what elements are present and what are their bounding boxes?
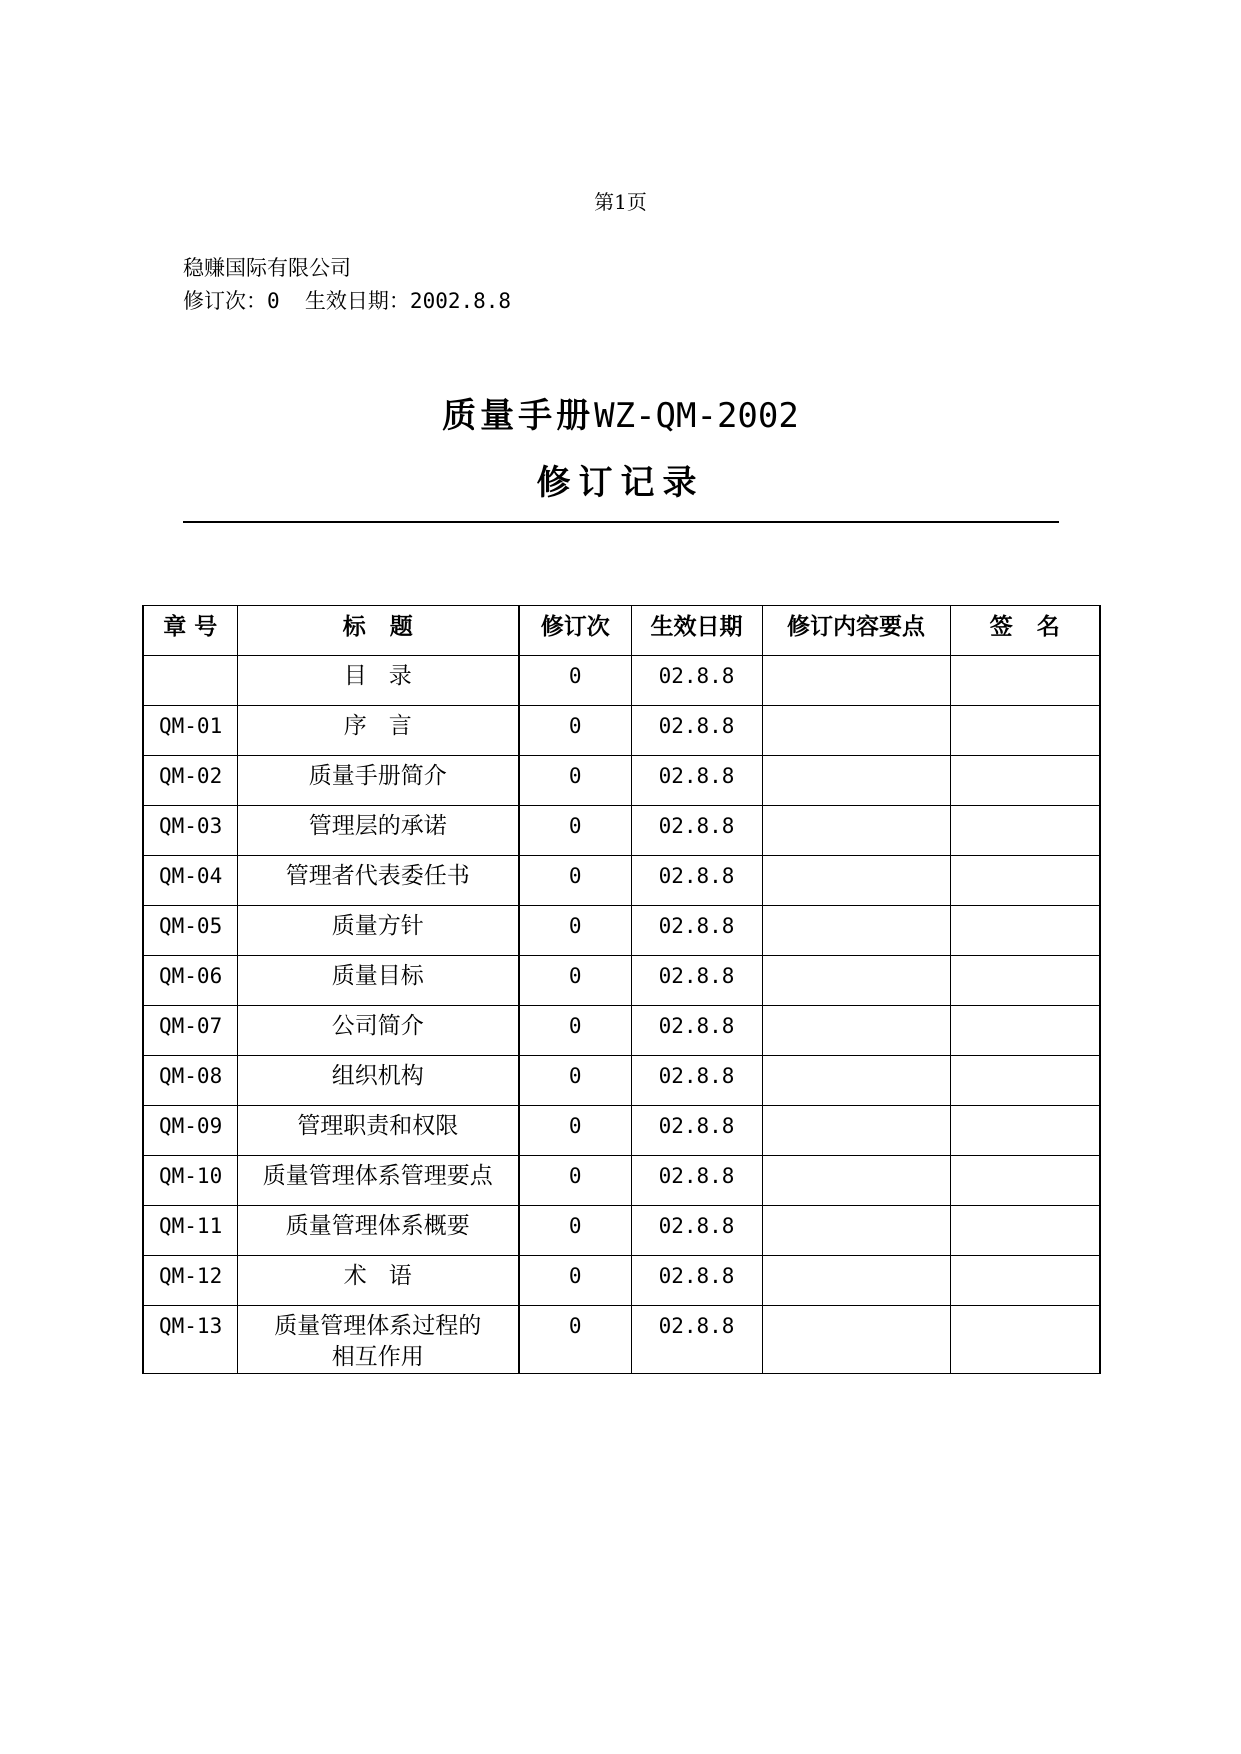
cell-revision-points [762,906,950,956]
cell-revision: 0 [519,1056,631,1106]
cell-revision-points [762,706,950,756]
cell-title [237,756,519,806]
table-row [143,1056,1100,1106]
cell-title [237,656,519,706]
table-row [143,706,1100,756]
cell-revision-points [762,756,950,806]
cell-chapter: QM-02 [143,756,237,806]
cell-revision: 0 [519,956,631,1006]
table-row [143,1206,1100,1256]
table-row [143,1006,1100,1056]
cell-revision-points [762,956,950,1006]
cell-title [237,1106,519,1156]
cell-title [237,856,519,906]
cell-revision: 0 [519,1006,631,1056]
manual-title [0,388,1241,437]
cell-chapter: QM-12 [143,1256,237,1306]
cell-signature [950,1206,1100,1256]
table-row [143,906,1100,956]
cell-effective-date: 02.8.8 [631,1256,762,1306]
cell-chapter: QM-10 [143,1156,237,1206]
cell-revision-points [762,856,950,906]
cell-title-text: 公司简介 [331,1013,424,1039]
cell-revision-points [762,1256,950,1306]
cell-signature [950,706,1100,756]
cell-revision-points [762,1306,950,1374]
cell-title [237,806,519,856]
cell-signature [950,656,1100,706]
cell-revision: 0 [519,756,631,806]
cell-title-text: 质量方针 [331,913,424,939]
table-row [143,806,1100,856]
cell-title [237,1256,519,1306]
table-row [143,756,1100,806]
cell-effective-date: 02.8.8 [631,806,762,856]
cell-title-text: 组织机构 [331,1063,424,1089]
cell-signature [950,756,1100,806]
table-row [143,656,1100,706]
cell-revision: 0 [519,1156,631,1206]
cell-revision: 0 [519,806,631,856]
cell-signature [950,956,1100,1006]
cell-title-text: 管理职责和权限 [297,1113,459,1139]
cell-revision-points [762,806,950,856]
cell-revision: 0 [519,706,631,756]
cell-effective-date: 02.8.8 [631,1006,762,1056]
cell-effective-date: 02.8.8 [631,756,762,806]
cell-chapter: QM-11 [143,1206,237,1256]
cell-effective-date: 02.8.8 [631,956,762,1006]
cell-title-text: 质量管理体系管理要点 [262,1163,493,1189]
cell-signature [950,1256,1100,1306]
cell-revision-points [762,1056,950,1106]
cell-title-text: 质量管理体系过程的 [274,1313,482,1339]
cell-revision-points [762,1206,950,1256]
cell-revision: 0 [519,856,631,906]
table-row [143,1106,1100,1156]
record-title: 修订记录 [536,463,705,503]
cell-effective-date: 02.8.8 [631,906,762,956]
table-row [143,856,1100,906]
table-row [143,1306,1100,1374]
cell-signature [950,1106,1100,1156]
cell-revision: 0 [519,1256,631,1306]
header-revision: 修订次 [519,606,631,656]
cell-chapter: QM-01 [143,706,237,756]
header-revision-points: 修订内容要点 [762,606,950,656]
cell-chapter: QM-06 [143,956,237,1006]
cell-effective-date: 02.8.8 [631,1206,762,1256]
cell-revision: 0 [519,1206,631,1256]
cell-title-text: 管理者代表委任书 [285,863,470,889]
cell-title-text: 目 录 [343,663,412,689]
cell-title [237,1006,519,1056]
page-number: 第1页 [594,190,647,214]
cell-effective-date: 02.8.8 [631,1306,762,1374]
cell-chapter: QM-09 [143,1106,237,1156]
cell-title-text: 管理层的承诺 [308,813,447,839]
cell-title [237,706,519,756]
cell-effective-date: 02.8.8 [631,656,762,706]
cell-title [237,1156,519,1206]
cell-title [237,1306,519,1374]
cell-revision: 0 [519,1306,631,1374]
table-row [143,1156,1100,1206]
cell-revision-points [762,1106,950,1156]
table-row [143,956,1100,1006]
cell-revision: 0 [519,906,631,956]
cell-revision-points [762,1006,950,1056]
cell-effective-date: 02.8.8 [631,1106,762,1156]
cell-chapter: QM-08 [143,1056,237,1106]
cell-signature [950,1306,1100,1374]
cell-signature [950,1056,1100,1106]
manual-title-code: WZ-QM-2002 [594,396,799,436]
cell-title [237,956,519,1006]
header-effective-date: 生效日期 [631,606,762,656]
cell-title-text: 质量手册简介 [308,763,447,789]
cell-title-text-line2: 相互作用 [331,1344,424,1370]
cell-signature [950,906,1100,956]
cell-signature [950,1156,1100,1206]
cell-effective-date: 02.8.8 [631,856,762,906]
revision-info: 修订次：0 生效日期：2002.8.8 [183,289,512,313]
cell-title-text: 质量管理体系概要 [285,1213,470,1239]
header-chapter: 章 号 [143,606,237,656]
header-title: 标 题 [237,606,519,656]
cell-chapter: QM-03 [143,806,237,856]
cell-title-text: 序 言 [343,713,412,739]
cell-effective-date: 02.8.8 [631,706,762,756]
cell-chapter [143,656,237,706]
manual-title-cn: 质量手册 [442,396,595,436]
cell-title-text: 术 语 [343,1263,412,1289]
cell-revision: 0 [519,656,631,706]
cell-revision-points [762,1156,950,1206]
cell-chapter: QM-07 [143,1006,237,1056]
cell-effective-date: 02.8.8 [631,1156,762,1206]
table-header-row [143,606,1100,656]
cell-signature [950,1006,1100,1056]
cell-revision: 0 [519,1106,631,1156]
title-divider [183,521,1059,523]
cell-chapter: QM-04 [143,856,237,906]
table-body [143,656,1100,1374]
cell-chapter: QM-05 [143,906,237,956]
cell-signature [950,806,1100,856]
cell-title-text: 质量目标 [331,963,424,989]
cell-effective-date: 02.8.8 [631,1056,762,1106]
cell-title [237,906,519,956]
cell-chapter: QM-13 [143,1306,237,1374]
cell-title [237,1056,519,1106]
revision-record-table [142,605,1101,1374]
cell-revision-points [762,656,950,706]
header-signature: 签 名 [950,606,1100,656]
cell-title [237,1206,519,1256]
company-name: 稳赚国际有限公司 [183,256,351,280]
table-row [143,1256,1100,1306]
cell-signature [950,856,1100,906]
